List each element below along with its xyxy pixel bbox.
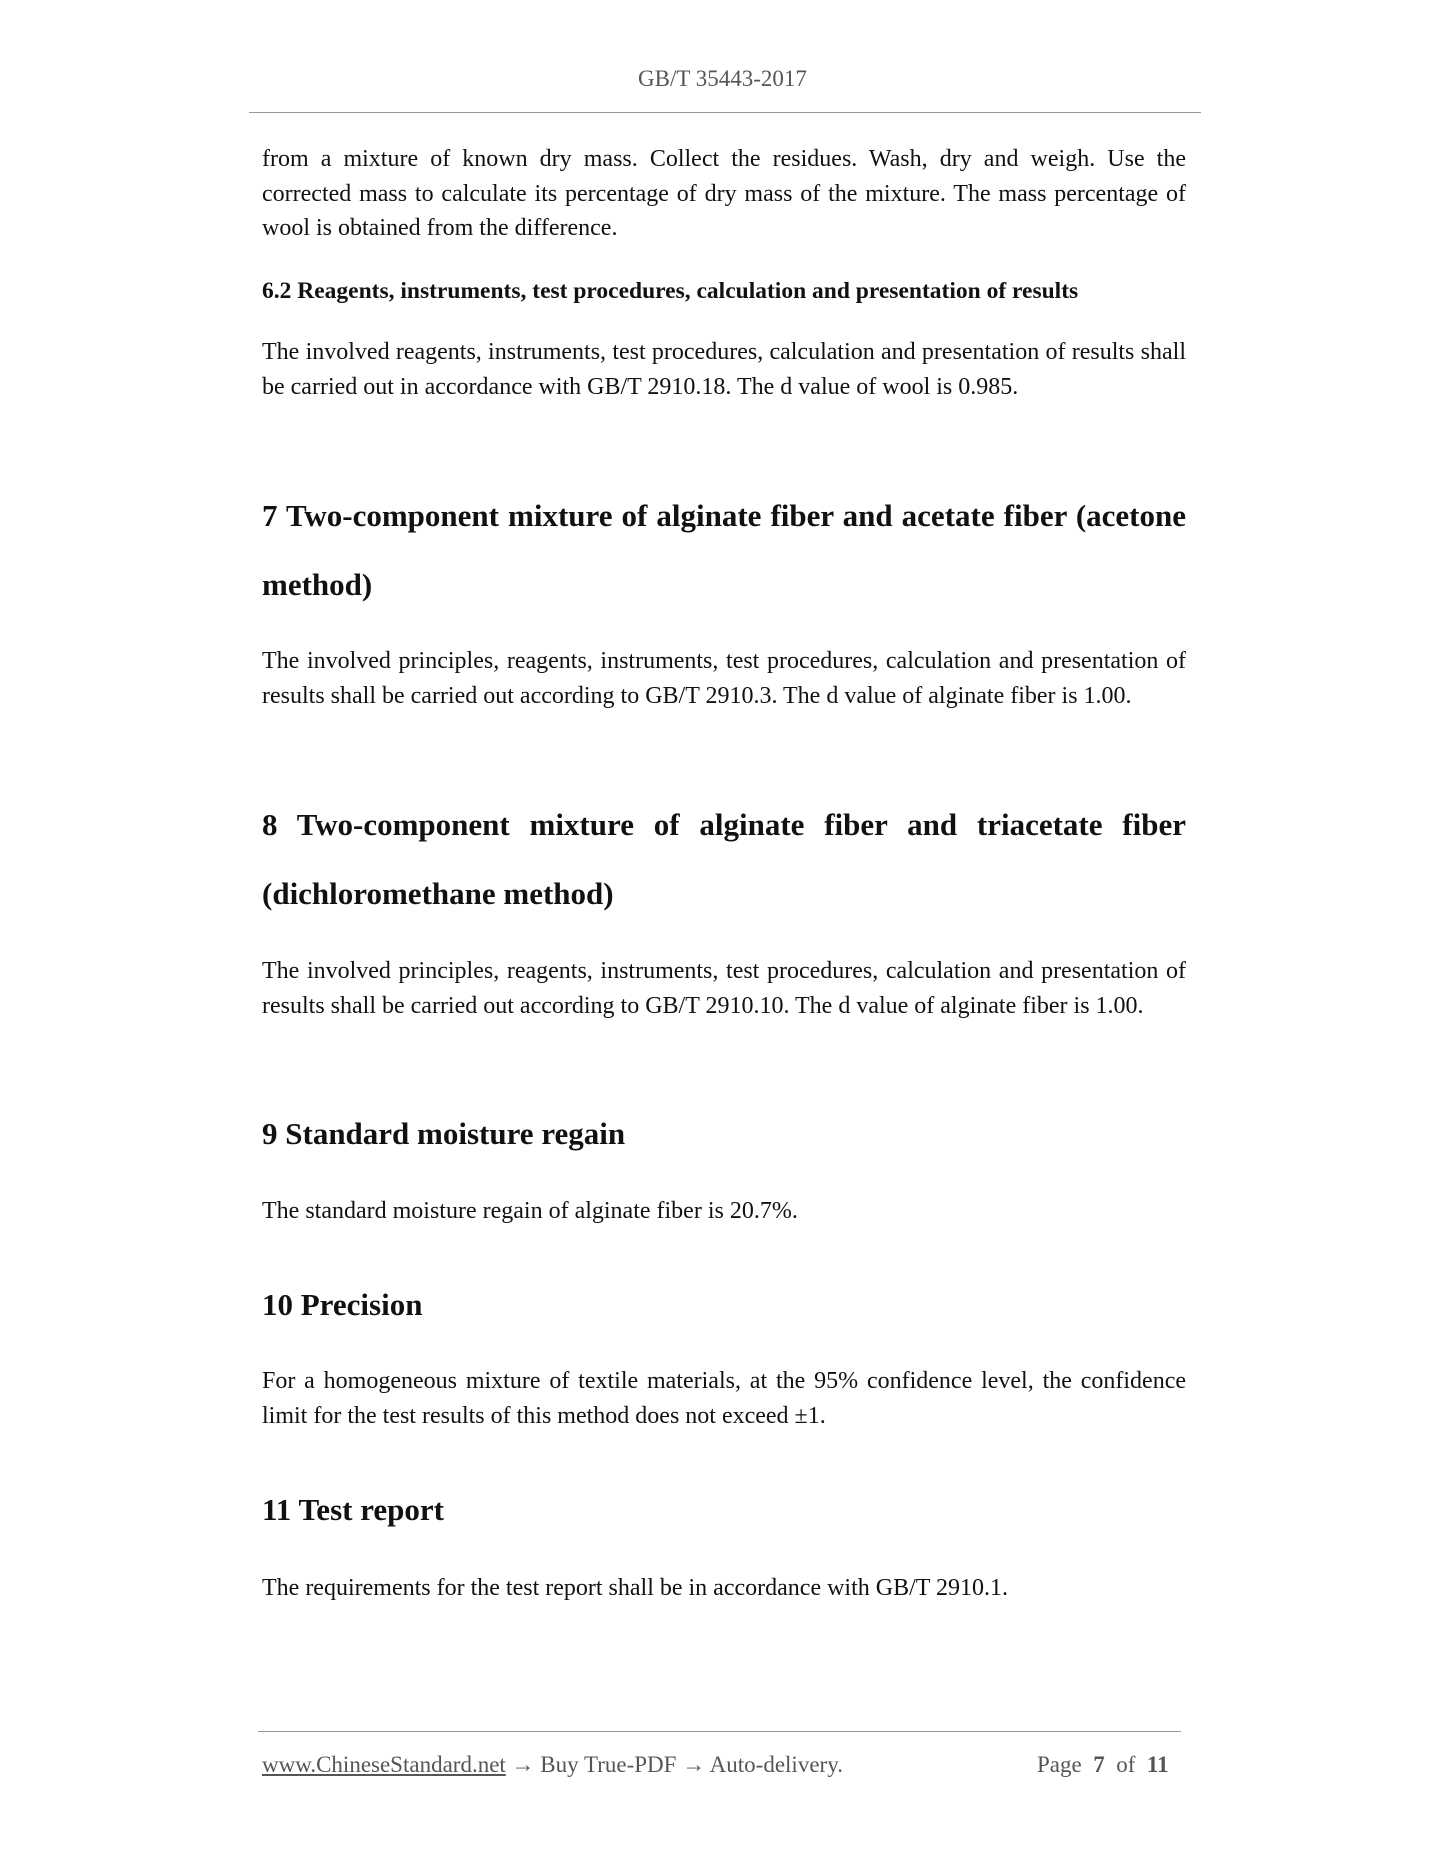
body-text: The involved principles, reagents, instruments, test procedures, calculation and presentation of results shall be carried out according to GB/T 2910.10. The d value of alginate fiber is 1.00. bbox=[262, 958, 1186, 1019]
arrow-icon: → bbox=[511, 1752, 535, 1777]
heading-text: 7 Two-component mixture of alginate fiber and acetate fiber (acetone method) bbox=[262, 498, 1186, 602]
section-heading-10 bbox=[262, 1270, 1186, 1339]
delivery-text: Auto-delivery. bbox=[709, 1752, 843, 1777]
heading-text: 11 Test report bbox=[262, 1492, 444, 1527]
total-pages: 11 bbox=[1146, 1752, 1169, 1777]
subsection-heading-6-2 bbox=[262, 276, 1186, 306]
paragraph bbox=[262, 1571, 1186, 1606]
heading-text: 10 Precision bbox=[262, 1287, 423, 1322]
paragraph bbox=[262, 644, 1186, 713]
body-text: The requirements for the test report shall be in accordance with GB/T 2910.1. bbox=[262, 1575, 1008, 1601]
page-label: Page bbox=[1037, 1752, 1082, 1777]
arrow-icon: → bbox=[682, 1752, 706, 1777]
heading-text: 8 Two-component mixture of alginate fiber and triacetate fiber (dichloromethane method) bbox=[262, 807, 1186, 911]
running-header: GB/T 35443-2017 bbox=[638, 66, 807, 91]
body-text: The involved reagents, instruments, test procedures, calculation and presentation of results shall be carried out in accordance with GB/T 2910.18. The d value of wool is 0.985. bbox=[262, 339, 1186, 400]
page-number bbox=[1037, 1752, 1169, 1778]
body-text: The involved principles, reagents, instruments, test procedures, calculation and presentation of results shall be carried out according to GB/T 2910.3. The d value of alginate fiber is 1.00. bbox=[262, 648, 1186, 709]
body-text: The standard moisture regain of alginate fiber is 20.7%. bbox=[262, 1198, 798, 1224]
body-text: For a homogeneous mixture of textile materials, at the 95% confidence level, the confidence limit for the test results of this method does not exceed ±1. bbox=[262, 1368, 1186, 1429]
section-heading-11 bbox=[262, 1475, 1186, 1544]
paragraph bbox=[262, 142, 1186, 246]
heading-text: 6.2 Reagents, instruments, test procedures, calculation and presentation of results bbox=[262, 278, 1079, 304]
paragraph bbox=[262, 335, 1186, 404]
header-divider bbox=[249, 112, 1201, 113]
current-page: 7 bbox=[1093, 1752, 1105, 1777]
section-heading-8 bbox=[262, 790, 1186, 928]
paragraph bbox=[262, 1364, 1186, 1433]
footer-divider bbox=[258, 1731, 1181, 1732]
section-heading-9 bbox=[262, 1099, 1186, 1168]
of-label: of bbox=[1116, 1752, 1136, 1777]
footer-promo bbox=[262, 1752, 843, 1778]
section-heading-7 bbox=[262, 481, 1186, 619]
paragraph bbox=[262, 954, 1186, 1023]
heading-text: 9 Standard moisture regain bbox=[262, 1116, 626, 1151]
body-text: from a mixture of known dry mass. Collect the residues. Wash, dry and weigh. Use the corrected mass to calculate its percentage of dry mass of the mixture. The mass percentage of wool is obtained from the difference. bbox=[262, 146, 1186, 242]
paragraph bbox=[262, 1194, 1186, 1229]
buy-text: Buy True-PDF bbox=[540, 1752, 677, 1777]
website-link[interactable]: www.ChineseStandard.net bbox=[262, 1752, 506, 1777]
